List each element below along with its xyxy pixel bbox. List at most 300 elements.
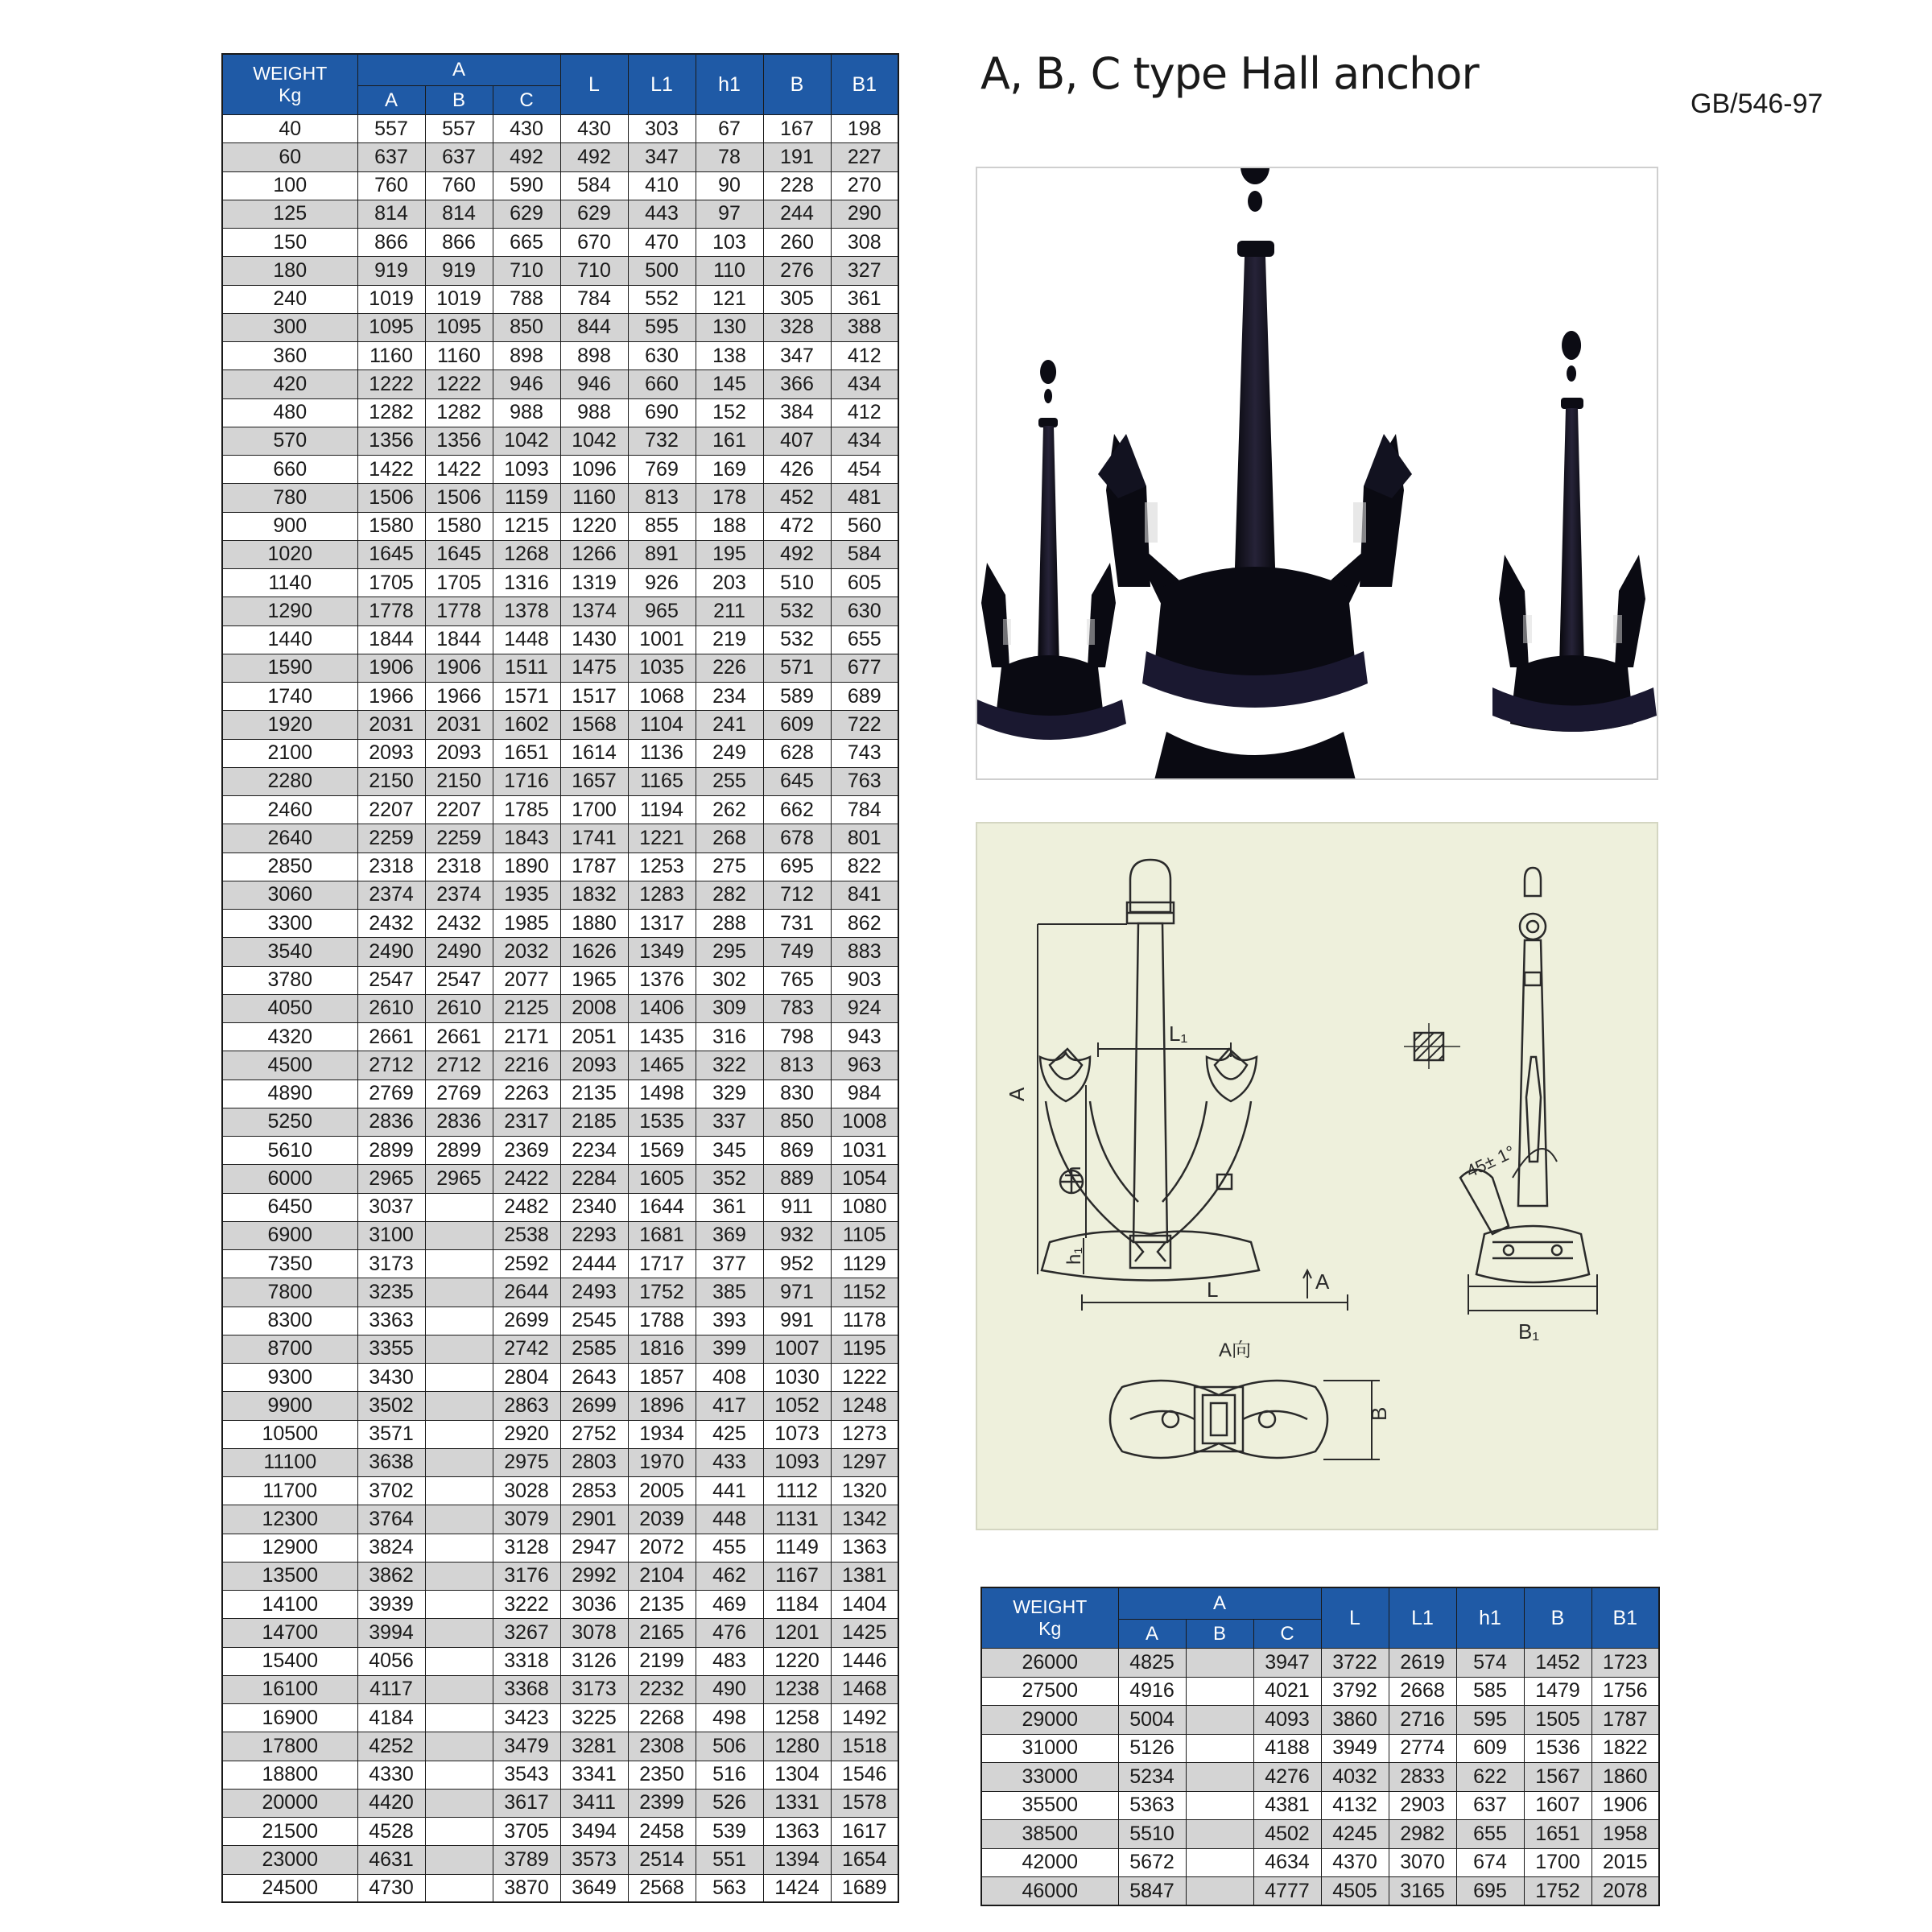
table-cell: 1890 (493, 852, 560, 881)
table-cell: 814 (357, 200, 425, 228)
table-cell: 21500 (222, 1818, 357, 1846)
table-cell: 855 (628, 512, 696, 540)
table-cell: 20000 (222, 1789, 357, 1817)
table-cell: 2899 (425, 1137, 493, 1165)
table-cell: 13500 (222, 1562, 357, 1590)
table-cell: 2661 (425, 1023, 493, 1051)
table-cell: 2619 (1389, 1649, 1456, 1678)
table-cell: 4245 (1321, 1820, 1389, 1849)
table-row (222, 569, 898, 597)
table-cell: 1607 (1524, 1791, 1591, 1820)
table-cell: 2259 (357, 824, 425, 852)
table-cell: 1645 (425, 540, 493, 568)
table-cell: 1536 (1524, 1734, 1591, 1763)
table-cell: 322 (696, 1051, 763, 1080)
table-cell: 1136 (628, 739, 696, 767)
table-cell: 10500 (222, 1420, 357, 1448)
table-cell: 1238 (763, 1675, 831, 1703)
table-cell: 60 (222, 143, 357, 171)
table-cell: 1425 (831, 1619, 898, 1647)
table-cell: 3994 (357, 1619, 425, 1647)
table-cell: 1290 (222, 597, 357, 625)
table-cell: 4188 (1253, 1734, 1321, 1763)
table-cell: 1717 (628, 1250, 696, 1278)
table-cell: 898 (493, 342, 560, 370)
table-cell: 2947 (560, 1534, 628, 1562)
table-cell: 1740 (222, 683, 357, 711)
table-cell: 469 (696, 1591, 763, 1619)
table-cell: 943 (831, 1023, 898, 1051)
table-cell (425, 1221, 493, 1249)
table-cell (425, 1874, 493, 1902)
table-cell: 1316 (493, 569, 560, 597)
table-cell: 492 (763, 540, 831, 568)
table-cell: 1019 (425, 285, 493, 313)
table-row (222, 313, 898, 341)
header-b1: B1 (831, 54, 898, 115)
table-cell: 2318 (357, 852, 425, 881)
table-cell (425, 1619, 493, 1647)
table-cell: 14700 (222, 1619, 357, 1647)
table-cell: 1723 (1591, 1649, 1659, 1678)
table-cell: 90 (696, 171, 763, 200)
table-cell: 1112 (763, 1477, 831, 1505)
table-cell: 2308 (628, 1732, 696, 1761)
table-cell: 919 (357, 257, 425, 285)
header-group-a: A (1118, 1587, 1321, 1620)
table-cell: 1007 (763, 1335, 831, 1363)
table-cell: 4370 (1321, 1848, 1389, 1877)
table-cell: 480 (222, 398, 357, 427)
table-row (222, 427, 898, 455)
table-cell: 3079 (493, 1505, 560, 1534)
table-cell: 2093 (425, 739, 493, 767)
header-b: B (1524, 1587, 1591, 1649)
table-cell: 492 (493, 143, 560, 171)
table-cell: 1822 (1591, 1734, 1659, 1763)
table-cell: 130 (696, 313, 763, 341)
table-cell: 3949 (1321, 1734, 1389, 1763)
table-cell: 1681 (628, 1221, 696, 1249)
table-cell: 869 (763, 1137, 831, 1165)
table-cell: 571 (763, 654, 831, 682)
table-cell: 4056 (357, 1647, 425, 1675)
table-cell: 2699 (493, 1307, 560, 1335)
hall-anchor-photo-icon (977, 168, 1657, 778)
table-cell: 2610 (357, 994, 425, 1022)
table-cell: 2171 (493, 1023, 560, 1051)
table-cell: 1095 (425, 313, 493, 341)
header-l1: L1 (1389, 1587, 1456, 1649)
table-cell: 2318 (425, 852, 493, 881)
table-cell: 1268 (493, 540, 560, 568)
table-cell: 138 (696, 342, 763, 370)
table-row (222, 739, 898, 767)
table-cell: 2072 (628, 1534, 696, 1562)
table-cell: 850 (763, 1108, 831, 1136)
table-cell: 1816 (628, 1335, 696, 1363)
table-cell: 862 (831, 910, 898, 938)
table-cell: 924 (831, 994, 898, 1022)
table-cell: 760 (357, 171, 425, 200)
table-cell: 3638 (357, 1448, 425, 1476)
table-cell: 2482 (493, 1193, 560, 1221)
table-cell: 1160 (560, 484, 628, 512)
table-cell: 3702 (357, 1477, 425, 1505)
table-cell: 2668 (1389, 1677, 1456, 1706)
table-cell: 2207 (357, 796, 425, 824)
table-row (222, 625, 898, 654)
table-cell: 798 (763, 1023, 831, 1051)
table-cell: 5363 (1118, 1791, 1186, 1820)
table-cell: 9300 (222, 1364, 357, 1392)
table-cell: 1966 (357, 683, 425, 711)
table-cell: 97 (696, 200, 763, 228)
table-cell: 6450 (222, 1193, 357, 1221)
table-cell: 1356 (425, 427, 493, 455)
table-cell: 1093 (763, 1448, 831, 1476)
table-body-main (222, 115, 898, 1903)
table-cell: 1465 (628, 1051, 696, 1080)
header-sub-c: C (493, 86, 560, 115)
table-cell (425, 1505, 493, 1534)
table-cell: 2216 (493, 1051, 560, 1080)
table-cell: 637 (1456, 1791, 1524, 1820)
table-cell: 2135 (628, 1591, 696, 1619)
table-cell: 551 (696, 1846, 763, 1874)
table-cell: 103 (696, 229, 763, 257)
table-cell: 971 (763, 1278, 831, 1307)
table-row (222, 115, 898, 143)
table-cell (1186, 1706, 1253, 1735)
table-cell: 3617 (493, 1789, 560, 1817)
table-cell: 24500 (222, 1874, 357, 1902)
header-b1: B1 (1591, 1587, 1659, 1649)
table-row (222, 1364, 898, 1392)
table-row (222, 1647, 898, 1675)
table-cell: 2199 (628, 1647, 696, 1675)
header-b: B (763, 54, 831, 115)
table-cell: 417 (696, 1392, 763, 1420)
table-cell: 1602 (493, 711, 560, 739)
table-row (981, 1877, 1659, 1906)
table-cell: 2803 (560, 1448, 628, 1476)
table-cell: 2699 (560, 1392, 628, 1420)
table-cell: 360 (222, 342, 357, 370)
table-cell: 1320 (831, 1477, 898, 1505)
table-row (222, 1137, 898, 1165)
table-cell: 228 (763, 171, 831, 200)
table-cell: 3571 (357, 1420, 425, 1448)
table-cell: 629 (493, 200, 560, 228)
table-cell: 1319 (560, 569, 628, 597)
table-cell: 1008 (831, 1108, 898, 1136)
table-cell: 4916 (1118, 1677, 1186, 1706)
table-cell (1186, 1763, 1253, 1792)
table-cell: 952 (763, 1250, 831, 1278)
table-row (222, 484, 898, 512)
table-cell: 710 (560, 257, 628, 285)
table-cell: 393 (696, 1307, 763, 1335)
table-cell: 3267 (493, 1619, 560, 1647)
table-cell: 1160 (357, 342, 425, 370)
table-cell: 2568 (628, 1874, 696, 1902)
table-cell: 722 (831, 711, 898, 739)
header-sub-a: A (357, 86, 425, 115)
table-cell: 532 (763, 597, 831, 625)
table-cell (425, 1818, 493, 1846)
table-cell: 434 (831, 370, 898, 398)
table-cell: 1220 (763, 1647, 831, 1675)
header-sub-b: B (425, 86, 493, 115)
table-cell: 1273 (831, 1420, 898, 1448)
table-cell: 4631 (357, 1846, 425, 1874)
table-cell: 2093 (357, 739, 425, 767)
table-cell: 1280 (763, 1732, 831, 1761)
table-cell: 4502 (1253, 1820, 1321, 1849)
table-cell: 660 (628, 370, 696, 398)
table-cell: 2853 (560, 1477, 628, 1505)
label-dim-h: h (1061, 1166, 1085, 1178)
table-row (222, 1874, 898, 1902)
table-cell: 3540 (222, 938, 357, 966)
label-dim-a: A (1005, 1087, 1029, 1101)
table-cell (1186, 1877, 1253, 1906)
table-cell: 1920 (222, 711, 357, 739)
header-l1: L1 (628, 54, 696, 115)
table-cell: 1741 (560, 824, 628, 852)
table-cell: 1505 (1524, 1706, 1591, 1735)
table-cell: 3300 (222, 910, 357, 938)
table-cell: 2547 (357, 966, 425, 994)
table-cell: 1104 (628, 711, 696, 739)
table-cell: 801 (831, 824, 898, 852)
table-cell (425, 1335, 493, 1363)
table-cell: 629 (560, 200, 628, 228)
table-cell: 1906 (1591, 1791, 1659, 1820)
table-cell: 500 (628, 257, 696, 285)
table-cell: 891 (628, 540, 696, 568)
anchor-drawing-panel (976, 822, 1658, 1530)
table-cell: 2836 (425, 1108, 493, 1136)
table-cell: 784 (560, 285, 628, 313)
table-cell: 2051 (560, 1023, 628, 1051)
label-dim-l: L (1207, 1278, 1219, 1302)
table-cell: 227 (831, 143, 898, 171)
table-cell: 2207 (425, 796, 493, 824)
table-cell: 3318 (493, 1647, 560, 1675)
table-cell: 2640 (222, 824, 357, 852)
table-cell: 946 (560, 370, 628, 398)
table-cell: 1406 (628, 994, 696, 1022)
anchor-spec-table-continued (980, 1587, 1660, 1906)
table-row (222, 1562, 898, 1590)
table-cell: 1019 (357, 285, 425, 313)
header-weight-unit: Kg (1038, 1618, 1062, 1639)
table-cell: 516 (696, 1761, 763, 1789)
table-cell: 2077 (493, 966, 560, 994)
table-cell: 167 (763, 115, 831, 143)
table-cell: 2369 (493, 1137, 560, 1165)
table-cell: 5672 (1118, 1848, 1186, 1877)
table-cell: 23000 (222, 1846, 357, 1874)
table-row (222, 1250, 898, 1278)
table-cell: 1446 (831, 1647, 898, 1675)
table-cell (425, 1675, 493, 1703)
table-cell: 3126 (560, 1647, 628, 1675)
table-cell: 1253 (628, 852, 696, 881)
table-row (222, 796, 898, 824)
table-cell: 347 (763, 342, 831, 370)
table-cell: 574 (1456, 1649, 1524, 1678)
table-cell: 434 (831, 427, 898, 455)
table-cell: 191 (763, 143, 831, 171)
page-title: A, B, C type Hall anchor (980, 48, 1479, 99)
table-cell (425, 1534, 493, 1562)
table-cell: 510 (763, 569, 831, 597)
table-cell: 2992 (560, 1562, 628, 1590)
table-cell: 1700 (1524, 1848, 1591, 1877)
table-cell: 1035 (628, 654, 696, 682)
table-cell: 3411 (560, 1789, 628, 1817)
table-cell: 926 (628, 569, 696, 597)
table-cell: 1042 (493, 427, 560, 455)
table-cell: 866 (357, 229, 425, 257)
table-cell: 3430 (357, 1364, 425, 1392)
table-cell: 241 (696, 711, 763, 739)
table-cell: 628 (763, 739, 831, 767)
table-cell: 1422 (357, 456, 425, 484)
table-cell: 5250 (222, 1108, 357, 1136)
table-cell: 1073 (763, 1420, 831, 1448)
table-cell: 1448 (493, 625, 560, 654)
table-cell: 1195 (831, 1335, 898, 1363)
table-cell: 1958 (1591, 1820, 1659, 1849)
table-cell: 110 (696, 257, 763, 285)
table-cell: 2899 (357, 1137, 425, 1165)
table-cell: 1880 (560, 910, 628, 938)
table-cell (425, 1278, 493, 1307)
table-cell: 361 (831, 285, 898, 313)
table-cell: 898 (560, 342, 628, 370)
table-cell: 911 (763, 1193, 831, 1221)
table-cell: 4528 (357, 1818, 425, 1846)
table-row (222, 683, 898, 711)
table-cell: 2965 (357, 1165, 425, 1193)
table-cell: 2039 (628, 1505, 696, 1534)
table-cell: 1363 (831, 1534, 898, 1562)
table-cell: 4093 (1253, 1706, 1321, 1735)
table-cell: 2340 (560, 1193, 628, 1221)
table-cell: 1160 (425, 342, 493, 370)
table-cell: 385 (696, 1278, 763, 1307)
table-cell: 203 (696, 569, 763, 597)
header-sub-a: A (1118, 1620, 1186, 1649)
table-row (222, 512, 898, 540)
table-cell: 712 (763, 881, 831, 909)
table-cell: 7800 (222, 1278, 357, 1307)
table-cell: 2280 (222, 767, 357, 795)
table-cell: 1452 (1524, 1649, 1591, 1678)
table-cell: 1030 (763, 1364, 831, 1392)
table-cell: 3060 (222, 881, 357, 909)
table-cell: 609 (1456, 1734, 1524, 1763)
table-cell: 883 (831, 938, 898, 966)
table-cell: 408 (696, 1364, 763, 1392)
table-cell: 988 (560, 398, 628, 427)
table-cell: 195 (696, 540, 763, 568)
table-cell: 2100 (222, 739, 357, 767)
table-cell: 984 (831, 1080, 898, 1108)
table-cell: 295 (696, 938, 763, 966)
table-cell: 3363 (357, 1307, 425, 1335)
table-cell: 226 (696, 654, 763, 682)
table-cell: 932 (763, 1221, 831, 1249)
table-cell: 660 (222, 456, 357, 484)
hall-anchor-drawing-icon (977, 824, 1657, 1529)
table-cell: 188 (696, 512, 763, 540)
table-cell: 841 (831, 881, 898, 909)
table-cell: 352 (696, 1165, 763, 1193)
table-cell: 5234 (1118, 1763, 1186, 1792)
table-cell: 2232 (628, 1675, 696, 1703)
table-row (222, 711, 898, 739)
table-cell: 674 (1456, 1848, 1524, 1877)
table-cell: 388 (831, 313, 898, 341)
table-cell: 303 (628, 115, 696, 143)
table-cell: 5126 (1118, 1734, 1186, 1763)
table-cell: 3573 (560, 1846, 628, 1874)
table-cell: 35500 (981, 1791, 1118, 1820)
table-cell: 963 (831, 1051, 898, 1080)
table-cell: 965 (628, 597, 696, 625)
table-cell: 1645 (357, 540, 425, 568)
table-cell: 2769 (425, 1080, 493, 1108)
table-cell: 605 (831, 569, 898, 597)
table-cell: 1422 (425, 456, 493, 484)
table-cell: 270 (831, 171, 898, 200)
table-cell: 347 (628, 143, 696, 171)
table-cell: 784 (831, 796, 898, 824)
table-row (222, 1023, 898, 1051)
table-cell: 1644 (628, 1193, 696, 1221)
table-cell: 1857 (628, 1364, 696, 1392)
table-cell: 4825 (1118, 1649, 1186, 1678)
table-row (222, 1704, 898, 1732)
table-cell: 211 (696, 597, 763, 625)
table-cell: 2901 (560, 1505, 628, 1534)
table-cell: 731 (763, 910, 831, 938)
table-cell: 17800 (222, 1732, 357, 1761)
table-cell: 1569 (628, 1137, 696, 1165)
table-cell: 1506 (357, 484, 425, 512)
table-cell: 1222 (831, 1364, 898, 1392)
table-cell: 1654 (831, 1846, 898, 1874)
table-cell: 1435 (628, 1023, 696, 1051)
table-cell: 42000 (981, 1848, 1118, 1877)
table-row (222, 370, 898, 398)
table-cell: 1568 (560, 711, 628, 739)
label-dim-b1: B₁ (1518, 1319, 1540, 1344)
table-cell: 3355 (357, 1335, 425, 1363)
table-cell: 240 (222, 285, 357, 313)
table-cell: 1788 (628, 1307, 696, 1335)
table-cell: 180 (222, 257, 357, 285)
table-row (222, 1534, 898, 1562)
table-row (981, 1706, 1659, 1735)
table-cell: 481 (831, 484, 898, 512)
table-cell: 900 (222, 512, 357, 540)
